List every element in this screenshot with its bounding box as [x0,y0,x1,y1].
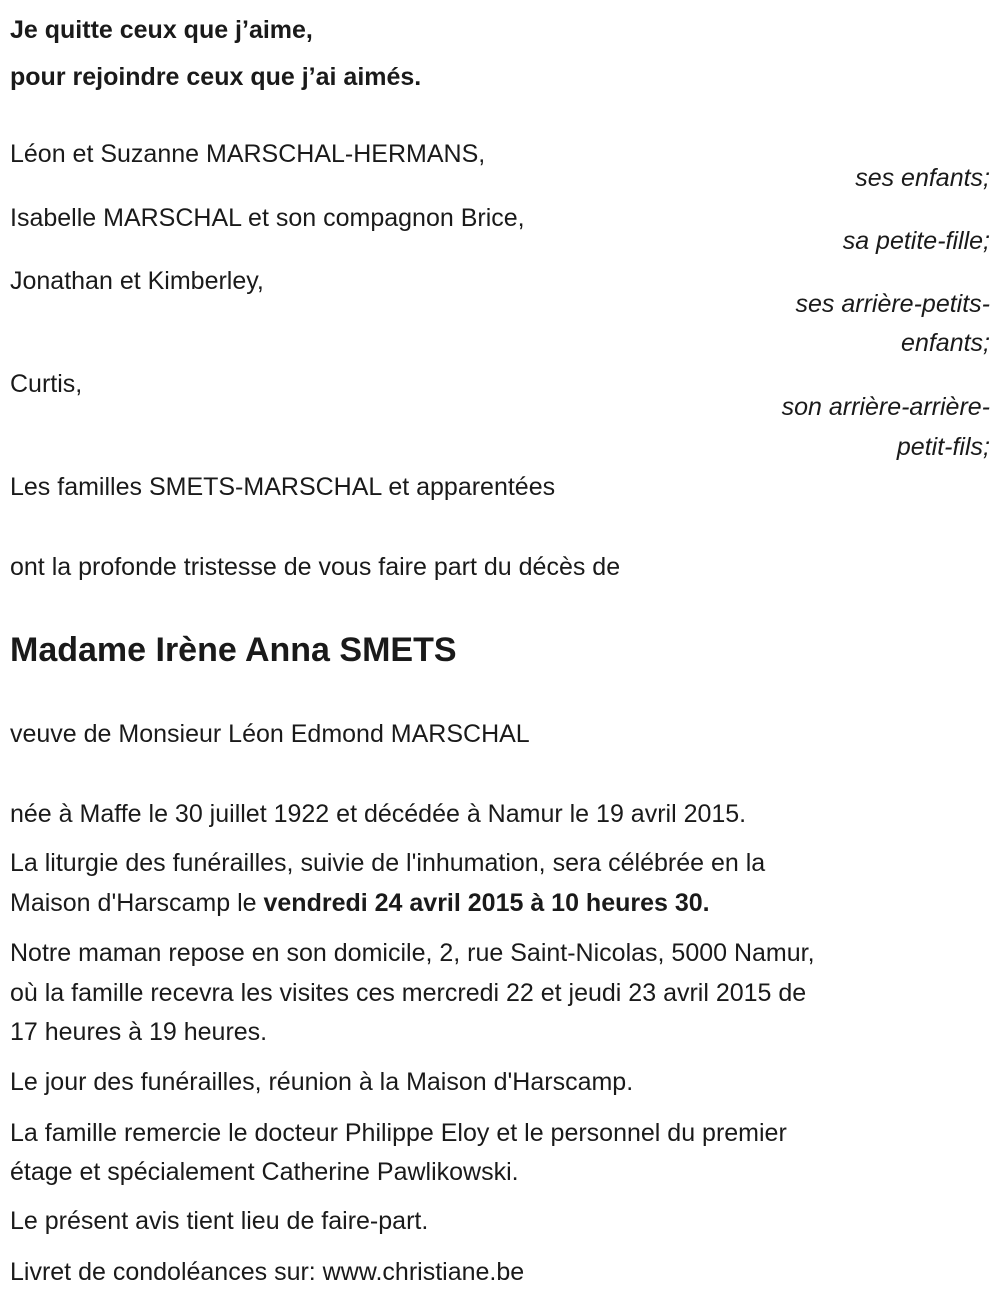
thanks-line: La famille remercie le docteur Philippe Eloy et le personnel du premier [10,1119,787,1147]
family-relation: ses arrière-petits- [795,290,990,318]
rest-line: où la famille recevra les visites ces mercredi 22 et jeudi 23 avril 2015 de [10,979,807,1007]
epigraph-line: pour rejoindre ceux que j’ai aimés. [10,63,422,91]
rest-line: 17 heures à 19 heures. [10,1018,268,1046]
liturgy-line: La liturgie des funérailles, suivie de l'inhumation, sera célébrée en la [10,849,766,877]
family-name: Léon et Suzanne MARSCHAL-HERMANS, [10,140,486,168]
rest-line: Notre maman repose en son domicile, 2, rue Saint-Nicolas, 5000 Namur, [10,939,815,967]
family-name: Les familles SMETS-MARSCHAL et apparentées [10,473,556,501]
deceased-name: Madame Irène Anna SMETS [10,631,457,669]
family-name: Jonathan et Kimberley, [10,267,264,295]
family-relation: petit-fils; [896,433,990,461]
family-relation: sa petite-fille; [842,227,990,255]
birth-death: née à Maffe le 30 juillet 1922 et décédée à Namur le 19 avril 2015. [10,800,747,828]
condolences: Livret de condoléances sur: www.christiane.be [10,1258,525,1286]
family-name: Isabelle MARSCHAL et son compagnon Brice, [10,204,525,232]
notice: Le présent avis tient lieu de faire-part. [10,1207,429,1235]
widow-of: veuve de Monsieur Léon Edmond MARSCHAL [10,720,530,748]
funeral-datetime: vendredi 24 avril 2015 à 10 heures 30. [263,889,710,917]
family-relation: son arrière-arrière- [781,393,990,421]
thanks-line: étage et spécialement Catherine Pawlikowski. [10,1158,519,1186]
family-name: Curtis, [10,370,83,398]
announcement: ont la profonde tristesse de vous faire part du décès de [10,553,621,581]
epigraph-line: Je quitte ceux que j’aime, [10,16,313,44]
family-relation: ses enfants; [855,164,990,192]
meeting: Le jour des funérailles, réunion à la Maison d'Harscamp. [10,1068,634,1096]
liturgy-prefix: Maison d'Harscamp le [10,889,264,917]
liturgy-line [10,887,710,919]
family-relation: enfants; [901,329,990,357]
